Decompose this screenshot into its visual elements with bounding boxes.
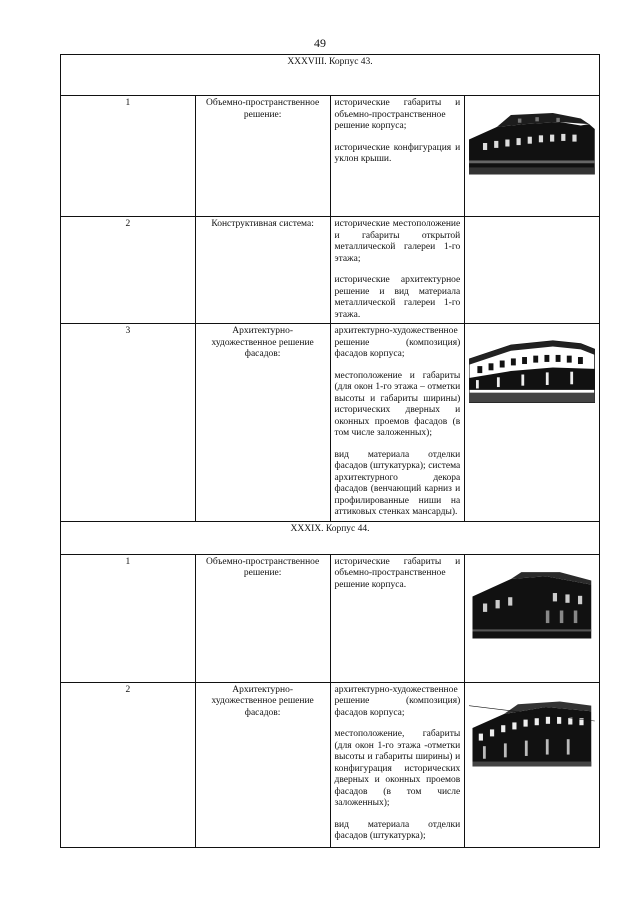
- empty-photo-cell: [465, 217, 600, 324]
- row-number: 1: [61, 96, 196, 217]
- protected-features: [330, 324, 465, 522]
- table-row: [61, 96, 600, 217]
- protected-features: [330, 682, 465, 847]
- row-number: 1: [61, 554, 196, 682]
- feature-item: местоположение и габариты (для окон 1-го этажа – отметки высоты и габариты ширины) исторических дверных и оконных проемов фасадов (в том числе заложенных);: [334, 370, 461, 438]
- photo-cell: [465, 682, 600, 847]
- element-name: Объемно-пространственное решение:: [195, 96, 330, 217]
- feature-item: исторические габариты и объемно-пространственное решение корпуса;: [334, 98, 461, 131]
- feature-item: исторические местоположение и габариты открытой металлической галереи 1-го этажа;: [334, 219, 461, 264]
- photo-cell: [465, 554, 600, 682]
- row-number: 2: [61, 217, 196, 324]
- building-photo: [469, 557, 595, 657]
- protected-features: [330, 96, 465, 217]
- table-row: [61, 217, 600, 324]
- element-name: Конструктивная система:: [195, 217, 330, 324]
- building-photo: [469, 685, 595, 785]
- feature-item: вид материала отделки фасадов (штукатурка);: [334, 819, 461, 841]
- feature-item: местоположение, габариты (для окон 1-го этажа -отметки высоты и габариты ширины) и конфигурация исторических дверных и оконных проемов фасадов (в том числе заложенных);: [334, 729, 461, 808]
- section-header-row: [61, 521, 600, 554]
- row-number: 3: [61, 324, 196, 522]
- table-row: [61, 554, 600, 682]
- protected-features-table: [60, 54, 600, 848]
- section-title: XXXIX. Корпус 44.: [61, 521, 600, 554]
- building-photo: [469, 98, 595, 188]
- table-row: [61, 324, 600, 522]
- feature-item: архитектурно-художественное решение (композиция) фасадов корпуса;: [334, 684, 461, 718]
- feature-item: вид материала отделки фасадов (штукатурка); система архитектурного декора фасадов (венчающий карниз и профилированные ниши на аттиковых стенках мансарды).: [334, 449, 461, 517]
- photo-cell: [465, 96, 600, 217]
- page-number: 49: [314, 36, 326, 50]
- feature-item: исторические габариты и объемно-пространственное решение корпуса.: [334, 556, 461, 590]
- feature-item: исторические архитектурное решение и вид материала металлической галереи 1-го этажа.: [334, 275, 461, 320]
- element-name: Архитектурно-художественное решение фасадов:: [195, 682, 330, 847]
- protected-features: [330, 554, 465, 682]
- building-photo: [469, 326, 595, 416]
- photo-cell: [465, 324, 600, 522]
- row-number: 2: [61, 682, 196, 847]
- feature-item: исторические конфигурация и уклон крыши.: [334, 142, 461, 164]
- table-row: [61, 682, 600, 847]
- protected-features: [330, 217, 465, 324]
- section-header-row: [61, 55, 600, 96]
- section-title: XXXVIII. Корпус 43.: [61, 55, 600, 96]
- element-name: Объемно-пространственное решение:: [195, 554, 330, 682]
- element-name: Архитектурно-художественное решение фасадов:: [195, 324, 330, 522]
- feature-item: архитектурно-художественное решение (композиция) фасадов корпуса;: [334, 326, 461, 359]
